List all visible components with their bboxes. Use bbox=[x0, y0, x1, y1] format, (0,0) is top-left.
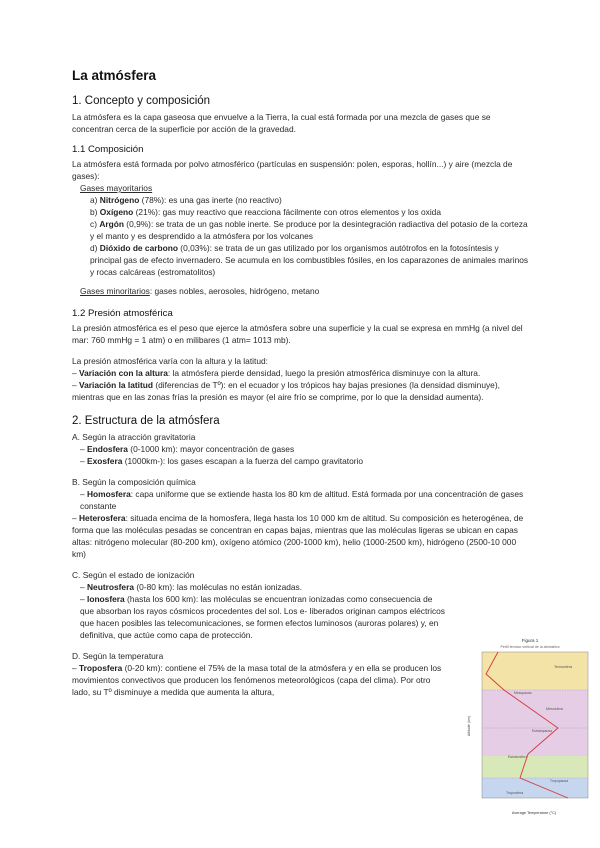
layer-text: (0-1000 km): mayor concentración de gases bbox=[127, 444, 295, 454]
gas-term: Oxígeno bbox=[99, 207, 134, 217]
layer-term: Heterosfera bbox=[79, 513, 126, 523]
temperature-list bbox=[72, 662, 447, 698]
layer-term: Endosfera bbox=[87, 444, 128, 454]
list-item: – Exosfera (1000km-): los gases escapan a la fuerza del campo gravitatorio bbox=[80, 456, 364, 466]
subsection-1-2-heading: 1.2 Presión atmosférica bbox=[72, 308, 173, 319]
layer-label: Estratopausa bbox=[532, 729, 552, 733]
section-1-intro: La atmósfera es la capa gaseosa que envuelve a la Tierra, la cual está formada por una mezcla de gases que se concentran cerca de la superficie por acción de la gravedad. bbox=[72, 112, 491, 134]
document-page bbox=[72, 68, 532, 698]
layer-label: Termosfera bbox=[554, 665, 572, 669]
y-axis-label: Altitude (km) bbox=[467, 715, 471, 737]
major-gases-label bbox=[72, 182, 532, 194]
troposphere-band bbox=[482, 778, 588, 798]
layer-text: (hasta los 600 km): las moléculas se encuentran ionizadas como consecuencia de que absorban los rayos cósmicos procedentes del sol. Los e- liberados originan campos eléctricos que hacen posibles las telecomunicaciones, se formen efectos luminosos (auroras polares) y, en definitiva, que actúe como capa de protección. bbox=[80, 594, 445, 640]
section-2-heading: 2. Estructura de la atmósfera bbox=[72, 415, 220, 427]
list-item: – Heterosfera: situada encima de la homosfera, llega hasta los 10 000 km de altitud. Su composición es heterogénea, de forma que las moléculas pesadas se concentran en capas bajas, mientras que las moléculas ligeras se ubican en capas altas: nitrógeno molecular (80-200 km), oxígeno atómico (200-1000 km), helio (1000-2500 km), hidrógeno (2500-10 000 km) bbox=[72, 513, 524, 559]
gas-item-prefix: d) bbox=[90, 243, 100, 253]
layer-term: Ionosfera bbox=[87, 594, 125, 604]
list-item: – Endosfera (0-1000 km): mayor concentración de gases bbox=[80, 444, 295, 454]
section-1-heading: 1. Concepto y composición bbox=[72, 95, 211, 107]
gas-item-prefix: b) bbox=[90, 207, 100, 217]
layer-term: Neutrosfera bbox=[87, 582, 135, 592]
list-item: – Troposfera (0-20 km): contiene el 75% de la masa total de la atmósfera y en ella se producen los movimientos convectivos que producen los fenómenos meteorológicos (capa del clima). Por otro lado, su Tº disminuye a medida que aumenta la altura, bbox=[72, 663, 442, 697]
variation-term: Variación la latitud bbox=[79, 380, 154, 390]
layer-text: (0-80 km): las moléculas no están ionizadas. bbox=[134, 582, 303, 592]
layer-label: Mesopausa bbox=[514, 691, 532, 695]
figure-caption: Figura 1 bbox=[521, 638, 539, 643]
composition-text: La atmósfera está formada por polvo atmosférico (partículas en suspensión: polen, esporas, hollín...) y aire (mezcla de gases): bbox=[72, 159, 513, 181]
layer-term: Troposfera bbox=[79, 663, 123, 673]
gas-item bbox=[72, 194, 532, 206]
gas-term: Argón bbox=[99, 219, 124, 229]
layer-label: Tropopausa bbox=[550, 779, 568, 783]
figure-subcaption: Perfil térmico vertical de la atmósfera bbox=[500, 645, 560, 649]
variation-text: : la atmósfera pierde densidad, luego la presión atmosférica disminuye con la altura. bbox=[167, 368, 481, 378]
minor-gases-text: : gases nobles, aerosoles, hidrógeno, metano bbox=[149, 286, 320, 296]
pressure-definition: La presión atmosférica es el peso que ejerce la atmósfera sobre una superficie y la cual se expresa en mmHg (a nivel del mar: 760 mmHg = 1 atm) o en milibares (1 atm= 1013 mb). bbox=[72, 323, 523, 345]
gas-item-prefix: c) bbox=[90, 219, 100, 229]
gas-text: (0,9%): se trata de un gas noble inerte. Se produce por la desintegración radiactiva del potasio de la corteza y el manto y es desprendido a la atmósfera por los volcanes bbox=[90, 219, 528, 241]
criterion-c-label: C. Según el estado de ionización bbox=[72, 570, 195, 580]
layer-term: Exosfera bbox=[87, 456, 123, 466]
criterion-d-label: D. Según la temperatura bbox=[72, 651, 164, 661]
figure-svg bbox=[462, 636, 592, 820]
pressure-variation-altitude: – Variación con la altura: la atmósfera pierde densidad, luego la presión atmosférica disminuye con la altura. bbox=[72, 368, 481, 378]
gas-item bbox=[72, 242, 532, 278]
pressure-variation-latitude: – Variación la latitud (diferencias de Tº): en el ecuador y los trópicos hay bajas presiones (la densidad disminuye), mientras que en las zonas frías la presión es mayor (el aire frío se comprime, por lo que la densidad aumenta). bbox=[72, 380, 500, 402]
mesosphere-band bbox=[482, 690, 588, 756]
layer-label: Estratosfera bbox=[508, 755, 528, 759]
gas-item bbox=[72, 218, 532, 242]
layer-term: Homosfera bbox=[87, 489, 131, 499]
layer-label: Mesosfera bbox=[546, 707, 563, 711]
atmosphere-temperature-figure bbox=[462, 636, 592, 820]
minor-gases-line bbox=[72, 285, 532, 297]
layer-label: Troposfera bbox=[506, 791, 524, 795]
list-item: – Ionosfera (hasta los 600 km): las moléculas se encuentran ionizadas como consecuencia de que absorban los rayos cósmicos procedentes del sol. Los e- liberados originan campos eléctricos que hacen posibles las telecomunicaciones, se formen efectos luminosos (auroras polares) y, en definitiva, que actúe como capa de protección. bbox=[80, 594, 445, 640]
gas-term: Nitrógeno bbox=[99, 195, 140, 205]
layer-text: : capa uniforme que se extiende hasta los 80 km de altitud. Está formada por una concentración de gases constante bbox=[80, 489, 524, 511]
variation-text: (diferencias de Tº): en el ecuador y los trópicos hay bajas presiones (la densidad disminuye), mientras que en las zonas frías la presión es mayor (el aire frío se comprime, por lo que la densidad aumenta). bbox=[72, 380, 500, 402]
gas-item-prefix: a) bbox=[90, 195, 100, 205]
document-title: La atmósfera bbox=[72, 68, 157, 83]
gas-item bbox=[72, 206, 532, 218]
gas-text: (21%): gas muy reactivo que reacciona fácilmente con otros elementos y los oxida bbox=[133, 207, 441, 217]
gas-text: (0,03%): se trata de un gas utilizado por los organismos autótrofos en la fotosíntesis y principal gas de efecto invernadero. Se acumula en los combustibles fósiles, en los caparazones de animales marinos y rocas calcáreas (estromatolitos) bbox=[90, 243, 529, 277]
minor-gases-title: Gases minoritarios bbox=[80, 286, 150, 296]
layer-text: (0-20 km): contiene el 75% de la masa total de la atmósfera y en ella se producen los movimientos convectivos que producen los fenómenos meteorológicos (capa del clima). Por otro lado, su Tº disminuye a medida que aumenta la altura, bbox=[72, 663, 442, 697]
subsection-1-1-heading: 1.1 Composición bbox=[72, 144, 144, 155]
list-item: – Neutrosfera (0-80 km): las moléculas no están ionizadas. bbox=[80, 582, 303, 592]
major-gases-title: Gases mayoritarios bbox=[80, 183, 153, 193]
pressure-variation-intro: La presión atmosférica varía con la altura y la latitud: bbox=[72, 356, 268, 366]
layer-text: (1000km-): los gases escapan a la fuerza del campo gravitatorio bbox=[122, 456, 364, 466]
x-axis-label: Average Temperature (°C) bbox=[511, 811, 557, 815]
criterion-b-label: B. Según la composición química bbox=[72, 477, 196, 487]
variation-term: Variación con la altura bbox=[79, 368, 168, 378]
layer-text: : situada encima de la homosfera, llega hasta los 10 000 km de altitud. Su composición es heterogénea, de forma que las moléculas pesadas se concentran en capas bajas, mientras que las moléculas ligeras se ubican en capas altas: nitrógeno molecular (80-200 km), oxígeno atómico (200-1000 km), helio (1000-2500 km), hidrógeno (2500-10 000 km) bbox=[72, 513, 524, 559]
list-item: – Homosfera: capa uniforme que se extiende hasta los 80 km de altitud. Está formada por una concentración de gases constante bbox=[80, 489, 524, 511]
ionization-list bbox=[72, 581, 447, 641]
gas-text: (78%): es una gas inerte (no reactivo) bbox=[139, 195, 282, 205]
gas-term: Dióxido de carbono bbox=[99, 243, 178, 253]
criterion-a-label: A. Según la atracción gravitatoria bbox=[72, 432, 196, 442]
